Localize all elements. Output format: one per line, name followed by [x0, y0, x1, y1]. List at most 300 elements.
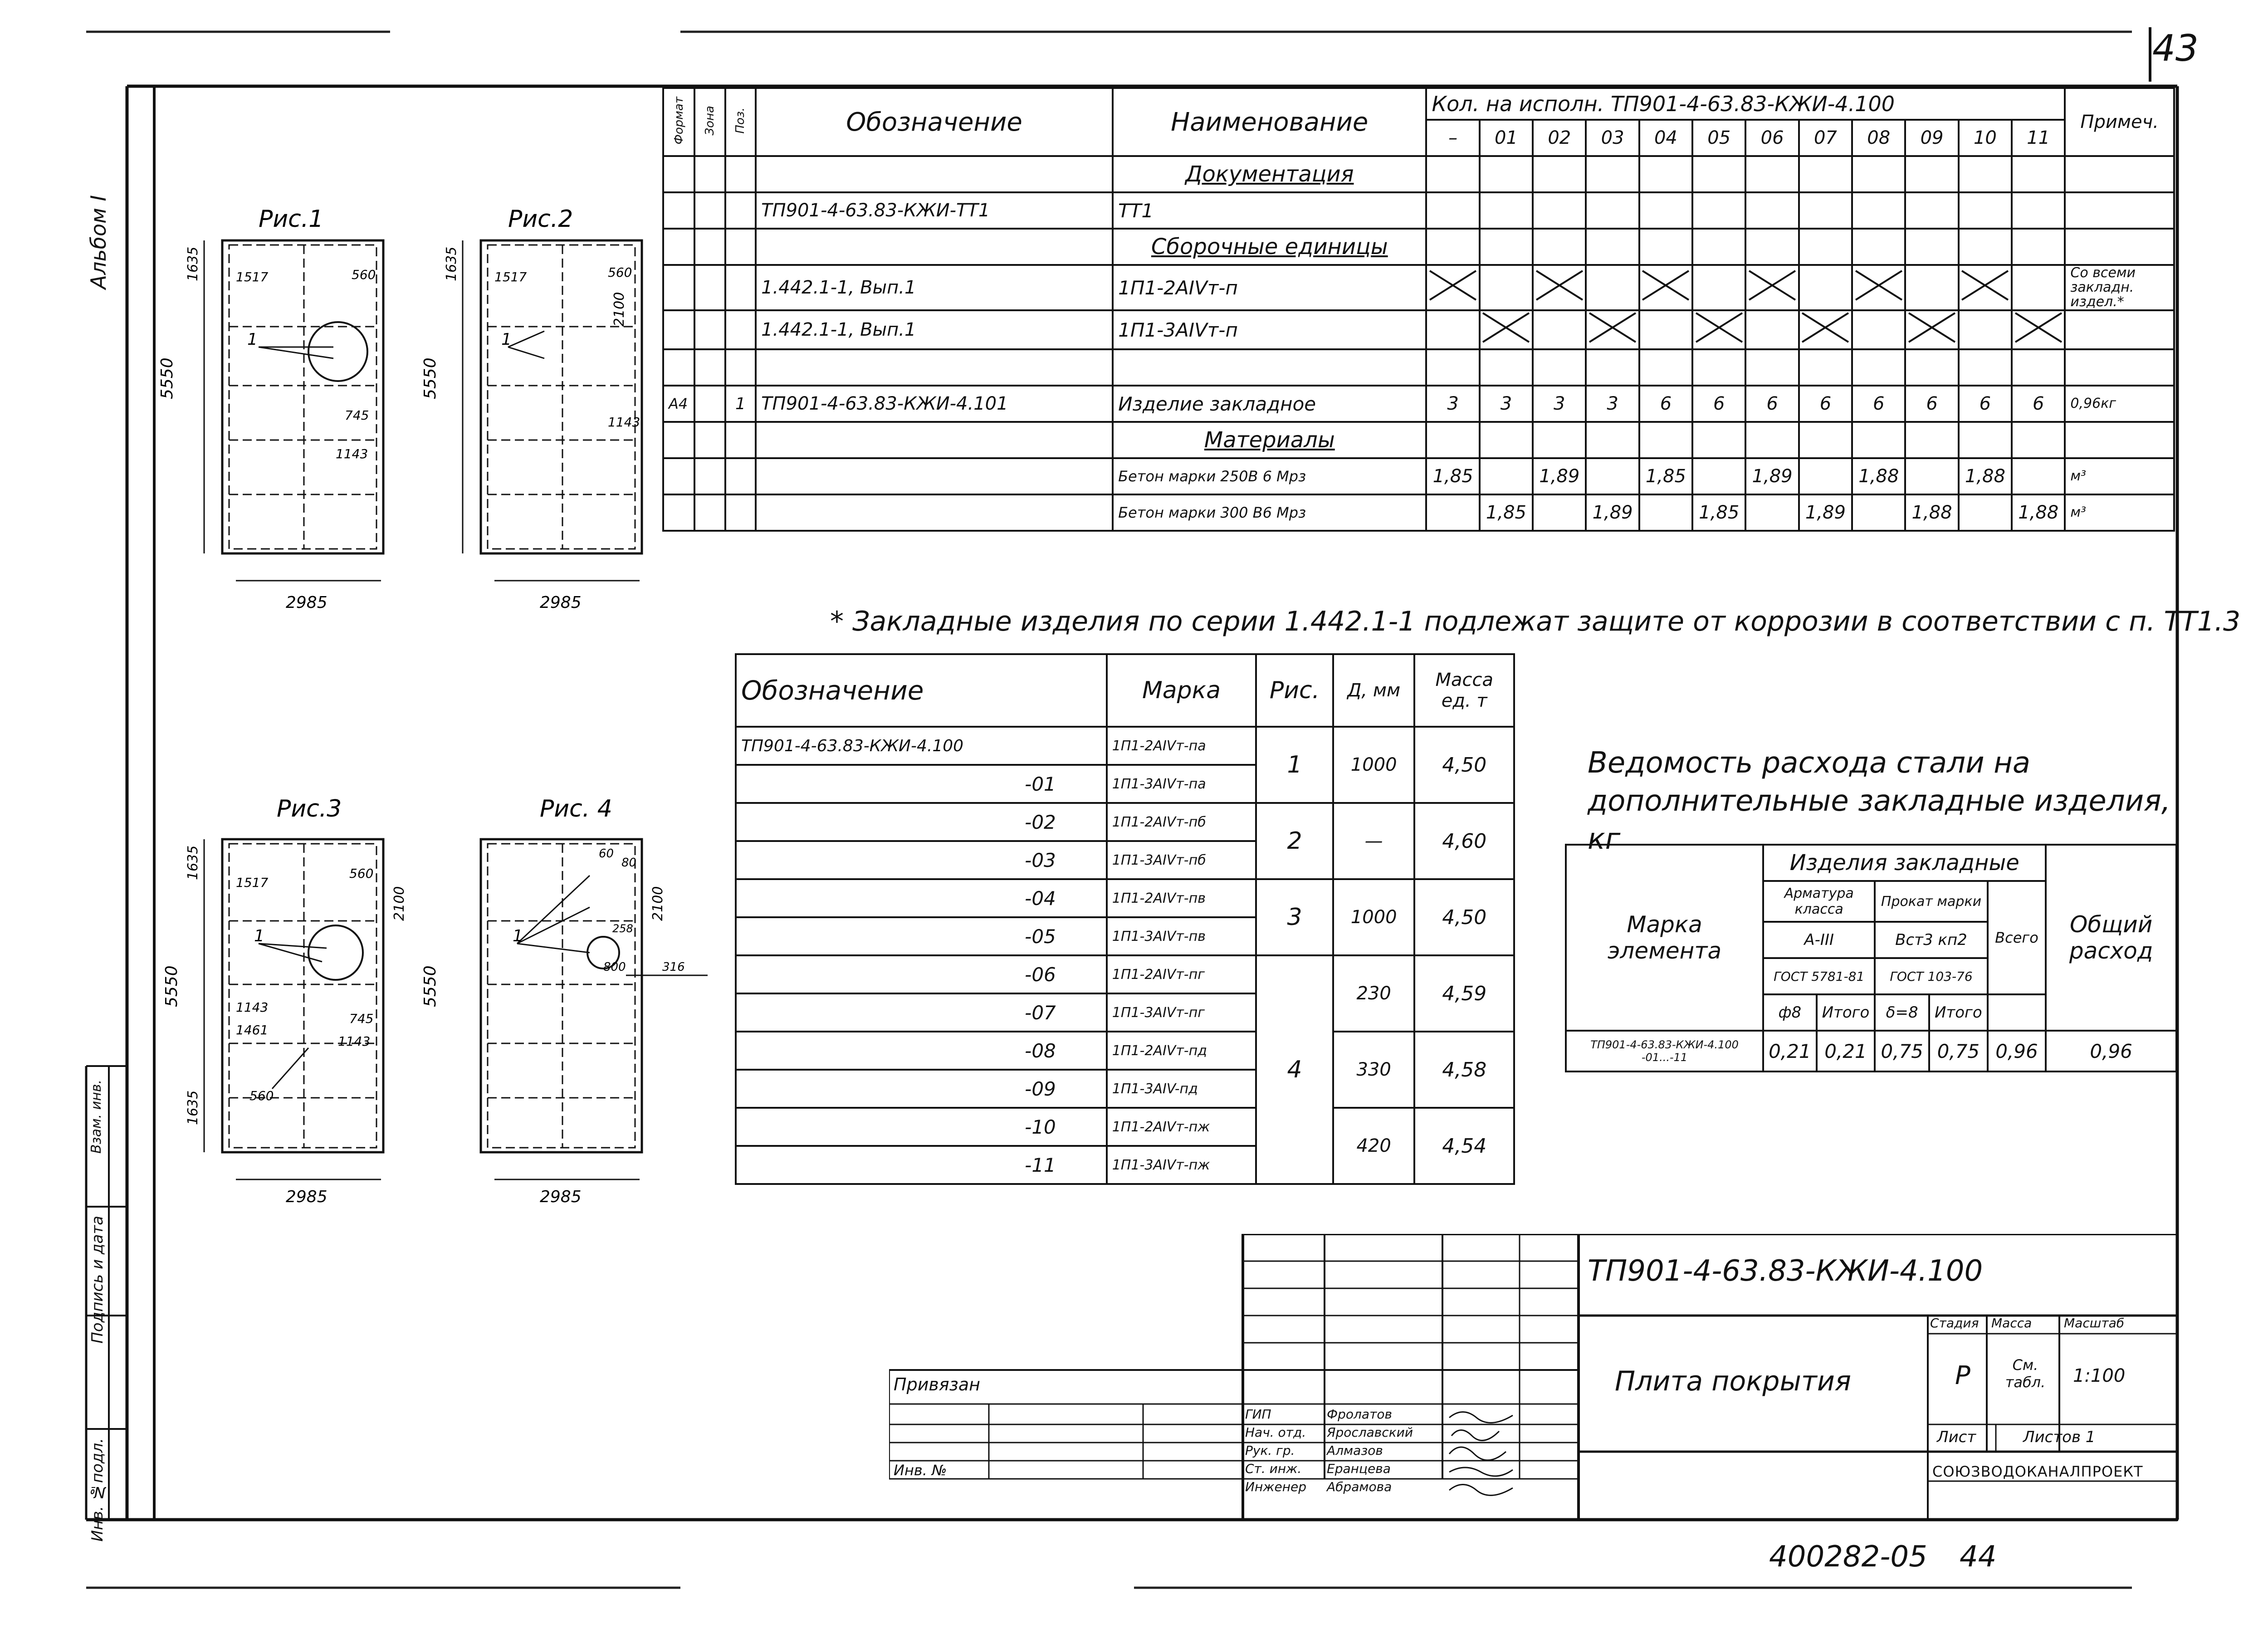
side-label-signature: Подпись и дата	[88, 1216, 107, 1344]
person-role: Нач. отд.	[1245, 1425, 1306, 1440]
spec-row	[663, 458, 2174, 494]
spec-cell-qty: 6	[2012, 386, 2065, 422]
spec-cell-note	[2065, 229, 2174, 265]
title-name: Плита покрытия	[1615, 1365, 1851, 1397]
marks-cell-mass: 4,59	[1414, 955, 1514, 1032]
spec-cell-format	[663, 494, 694, 531]
marks-cell-designation: -06	[736, 955, 1107, 993]
figure-4-drawing	[481, 839, 708, 1179]
person-name: Еранцева	[1327, 1461, 1391, 1476]
spec-table	[662, 87, 2175, 532]
spec-cell-qty	[1959, 422, 2012, 458]
figure-4-label: Рис. 4	[540, 795, 612, 822]
spec-row	[663, 349, 2174, 386]
spec-cell-note	[2065, 310, 2174, 349]
spec-cell-pos	[725, 458, 756, 494]
spec-cell-qty	[1799, 229, 1852, 265]
spec-footnote: * Закладные изделия по серии 1.442.1-1 подлежат защите от коррозии в соответствии с п. ТТ1.3	[830, 606, 2241, 637]
spec-header-name: Наименование	[1113, 88, 1426, 156]
figure-3-dim-c: 1517	[236, 875, 269, 890]
spec-cell-cross	[1959, 265, 2012, 310]
variant-header: 05	[1692, 120, 1745, 156]
spec-cell-qty	[1692, 349, 1745, 386]
spec-cell-pos	[725, 156, 756, 192]
steel-row-element: ТП901-4-63.83-КЖИ-4.100 -01...-11	[1566, 1031, 1763, 1071]
steel-value: 0,75	[1929, 1031, 1988, 1071]
spec-cell-qty	[1586, 422, 1639, 458]
spec-cell-format	[663, 422, 694, 458]
marks-cell-mass: 4,50	[1414, 727, 1514, 803]
page-number: 43	[2152, 27, 2199, 69]
steel-value: 0,21	[1817, 1031, 1875, 1071]
bottom-code: 400282-05	[1769, 1540, 1927, 1574]
title-scale-label: Масштаб	[2064, 1316, 2125, 1331]
spec-cell-qty	[2012, 458, 2065, 494]
side-label-replace: Взам. инв.	[88, 1080, 104, 1154]
figure-2-dim-b: 2100	[611, 292, 627, 327]
steel-itogo1: Итого	[1817, 994, 1875, 1031]
marks-row	[736, 1032, 1514, 1070]
steel-group: Изделия закладные	[1763, 845, 2046, 881]
spec-cell-format	[663, 229, 694, 265]
spec-cell-pos	[725, 229, 756, 265]
marks-cell-mark: 1П1-3АIVт-пг	[1107, 993, 1256, 1032]
spec-cell-qty	[1959, 494, 2012, 531]
spec-cell-qty: 1,85	[1480, 494, 1533, 531]
marks-cell-d: 1000	[1333, 727, 1415, 803]
spec-row	[663, 229, 2174, 265]
spec-header-designation: Обозначение	[756, 88, 1113, 156]
steel-value: 0,96	[1988, 1031, 2046, 1071]
spec-cell-qty	[1426, 494, 1479, 531]
figure-1-dim-d: 560	[352, 267, 376, 282]
spec-cell-qty: 1,89	[1745, 458, 1799, 494]
person-name: Абрамова	[1327, 1479, 1392, 1494]
spec-cell-name: 1П1-3АIVт-п	[1113, 310, 1426, 349]
spec-cell-designation: ТП901-4-63.83-КЖИ-ТТ1	[756, 192, 1113, 229]
figure-3-label: Рис.3	[277, 795, 342, 822]
spec-cell-qty	[1480, 458, 1533, 494]
spec-cell-qty	[1426, 156, 1479, 192]
spec-cell-qty	[1959, 156, 2012, 192]
figure-4-dim-d: 258	[612, 922, 633, 935]
steel-gost2: ГОСТ 103-76	[1875, 958, 1987, 994]
spec-cell-designation	[756, 458, 1113, 494]
title-people-names	[1327, 1405, 1440, 1496]
spec-cell-qty	[2012, 156, 2065, 192]
spec-cell-name: ТТ1	[1113, 192, 1426, 229]
marks-cell-designation: -04	[736, 879, 1107, 917]
spec-cell-qty	[1905, 229, 1958, 265]
spec-cell-pos	[725, 422, 756, 458]
spec-cell-cross	[1426, 265, 1479, 310]
figure-2-dim-d: 560	[608, 265, 632, 280]
spec-cell-qty: 3	[1480, 386, 1533, 422]
steel-rolled: Прокат марки	[1875, 881, 1987, 922]
spec-cell-qty	[1799, 349, 1852, 386]
variant-header: 08	[1852, 120, 1905, 156]
spec-row	[663, 310, 2174, 349]
spec-cell-qty	[1852, 422, 1905, 458]
figure-2-dim-a: 1635	[444, 246, 459, 281]
spec-cell-qty	[1959, 349, 2012, 386]
person-name: Фролатов	[1327, 1407, 1393, 1422]
marks-cell-designation: -10	[736, 1108, 1107, 1146]
spec-cell-cross	[1799, 310, 1852, 349]
spec-cell-qty	[1905, 422, 1958, 458]
figure-4-dim-e: 800	[603, 960, 626, 974]
spec-cell-zone	[694, 229, 725, 265]
spec-cell-cross	[2012, 310, 2065, 349]
spec-cell-zone	[694, 265, 725, 310]
marks-cell-designation: -05	[736, 917, 1107, 955]
spec-cell-qty: 1,88	[1852, 458, 1905, 494]
figure-2-dim-height: 5550	[421, 357, 440, 399]
marks-cell-mass: 4,54	[1414, 1108, 1514, 1184]
spec-cell-qty: 3	[1586, 386, 1639, 422]
marks-cell-designation: -03	[736, 841, 1107, 879]
spec-cell-qty	[1745, 494, 1799, 531]
steel-value: 0,96	[2046, 1031, 2176, 1071]
title-sheets-label: Листов 1	[2023, 1428, 2096, 1446]
cross-mark	[1428, 269, 1478, 302]
marks-cell-mark: 1П1-3АIVт-па	[1107, 765, 1256, 803]
marks-cell-mass: 4,58	[1414, 1032, 1514, 1108]
spec-cell-qty	[1480, 229, 1533, 265]
title-inv: Инв. №	[894, 1462, 947, 1479]
spec-cell-qty	[1692, 265, 1745, 310]
figure-1-dim-c: 1517	[236, 269, 269, 284]
person-role: Рук. гр.	[1245, 1443, 1295, 1458]
spec-cell-note	[2065, 422, 2174, 458]
spec-cell-designation	[756, 422, 1113, 458]
marks-cell-designation: -02	[736, 803, 1107, 841]
figure-1-label: Рис.1	[259, 205, 324, 233]
spec-cell-qty	[1745, 229, 1799, 265]
signatures	[1445, 1404, 1522, 1499]
spec-cell-qty	[1639, 494, 1692, 531]
figure-3-dim-d: 560	[349, 866, 374, 881]
figure-3-dim-i: 1635	[185, 1090, 201, 1125]
spec-cell-qty	[1639, 310, 1692, 349]
steel-title: Ведомость расхода стали на дополнительные закладные изделия, кг	[1588, 746, 2171, 856]
spec-cell-qty	[1799, 265, 1852, 310]
marks-row	[736, 879, 1514, 917]
spec-cell-qty	[2012, 229, 2065, 265]
person-role: ГИП	[1245, 1407, 1271, 1422]
spec-row	[663, 422, 2174, 458]
steel-element-label: Марка элемента	[1566, 845, 1763, 1031]
figure-1-dim-f: 1143	[336, 446, 368, 461]
spec-cell-qty: 6	[1799, 386, 1852, 422]
spec-header-row	[663, 88, 2174, 120]
spec-cell-qty	[1480, 192, 1533, 229]
spec-cell-qty	[1692, 422, 1745, 458]
figure-3-dim-j: 560	[249, 1088, 274, 1103]
spec-cell-qty	[1799, 192, 1852, 229]
spec-cell-format	[663, 265, 694, 310]
spec-cell-note: Со всеми закладн. издел.*	[2065, 265, 2174, 310]
marks-cell-mark: 1П1-2АIVт-пж	[1107, 1108, 1256, 1146]
spec-cell-format	[663, 310, 694, 349]
variant-header: –	[1426, 120, 1479, 156]
spec-cell-qty	[1586, 349, 1639, 386]
steel-phi: ф8	[1763, 994, 1817, 1031]
spec-cell-qty	[1533, 349, 1586, 386]
figure-3-dim-h: 1143	[338, 1034, 371, 1049]
spec-cell-qty: 6	[1905, 386, 1958, 422]
spec-cell-qty	[2012, 349, 2065, 386]
variant-header: 10	[1959, 120, 2012, 156]
spec-cell-qty	[1639, 422, 1692, 458]
spec-cell-note: м³	[2065, 494, 2174, 531]
variant-header: 06	[1745, 120, 1799, 156]
figure-1-dim-e: 745	[345, 408, 369, 423]
marks-cell-mark: 1П1-2АIVт-пг	[1107, 955, 1256, 993]
spec-row	[663, 192, 2174, 229]
marks-cell-mark: 1П1-3АIV-пд	[1107, 1070, 1256, 1108]
spec-cell-qty	[1692, 156, 1745, 192]
spec-cell-pos	[725, 494, 756, 531]
variant-header: 07	[1799, 120, 1852, 156]
bottom-number: 44	[1960, 1540, 1997, 1574]
spec-cell-zone	[694, 156, 725, 192]
figures-bottom	[154, 771, 735, 1216]
spec-cell-qty	[2012, 265, 2065, 310]
spec-cell-cross	[1905, 310, 1958, 349]
steel-delta: δ=8	[1875, 994, 1929, 1031]
title-people-roles	[1245, 1405, 1322, 1496]
person-name: Алмазов	[1327, 1443, 1383, 1458]
spec-cell-qty	[1692, 458, 1745, 494]
spec-cell-qty	[1852, 349, 1905, 386]
spec-cell-name: Сборочные единицы	[1113, 229, 1426, 265]
spec-cell-cross	[1533, 265, 1586, 310]
spec-header-qty-title: Кол. на исполн. ТП901-4-63.83-КЖИ-4.100	[1426, 88, 2065, 120]
spec-cell-name	[1113, 349, 1426, 386]
spec-cell-qty	[1533, 494, 1586, 531]
spec-row	[663, 265, 2174, 310]
cross-mark	[1907, 311, 1957, 344]
marks-cell-d: 330	[1333, 1032, 1415, 1108]
spec-cell-qty	[1745, 422, 1799, 458]
spec-cell-qty: 6	[1639, 386, 1692, 422]
spec-cell-name: Материалы	[1113, 422, 1426, 458]
figure-4-dim-f: 316	[662, 960, 685, 974]
steel-armature: Арматура класса	[1763, 881, 1875, 922]
marks-cell-designation: -11	[736, 1146, 1107, 1184]
spec-cell-qty: 1,89	[1799, 494, 1852, 531]
figure-4-dim-width: 2985	[540, 1188, 582, 1206]
spec-cell-cross	[1852, 265, 1905, 310]
spec-cell-cross	[1639, 265, 1692, 310]
spec-cell-note: м³	[2065, 458, 2174, 494]
figure-1-dim-width: 2985	[286, 593, 327, 612]
spec-cell-cross	[1692, 310, 1745, 349]
spec-cell-qty	[1480, 422, 1533, 458]
spec-cell-cross	[1586, 310, 1639, 349]
spec-cell-name: Бетон марки 250В 6 Мрз	[1113, 458, 1426, 494]
spec-cell-qty	[1426, 310, 1479, 349]
variant-header: 02	[1533, 120, 1586, 156]
cross-mark	[1960, 269, 2010, 302]
spec-header-zone: Зона	[703, 105, 717, 136]
spec-cell-zone	[694, 458, 725, 494]
marks-cell-fig: 2	[1256, 803, 1333, 879]
spec-cell-qty	[1533, 192, 1586, 229]
side-label-inv: Инв. №подл.	[88, 1438, 107, 1542]
spec-row	[663, 386, 2174, 422]
marks-header-mark: Марка	[1107, 654, 1256, 727]
person-name: Ярославский	[1327, 1425, 1413, 1440]
spec-cell-qty: 6	[1692, 386, 1745, 422]
figure-1-dim-a: 1635	[185, 246, 201, 281]
spec-cell-designation: ТП901-4-63.83-КЖИ-4.101	[756, 386, 1113, 422]
spec-cell-qty: 3	[1426, 386, 1479, 422]
spec-cell-note	[2065, 349, 2174, 386]
spec-cell-qty: 3	[1533, 386, 1586, 422]
figure-4-dim-a: 2100	[650, 886, 666, 921]
cross-mark	[1854, 269, 1904, 302]
spec-cell-qty	[1852, 156, 1905, 192]
spec-cell-format	[663, 349, 694, 386]
title-stage: Р	[1955, 1361, 1970, 1390]
spec-cell-qty	[1852, 229, 1905, 265]
marks-row	[736, 727, 1514, 765]
cross-mark	[1641, 269, 1691, 302]
spec-cell-qty	[1745, 156, 1799, 192]
marks-cell-d: —	[1333, 803, 1415, 879]
marks-cell-d: 230	[1333, 955, 1415, 1032]
figure-3-drawing	[204, 839, 383, 1179]
cross-mark	[1588, 311, 1637, 344]
spec-cell-qty: 1,85	[1692, 494, 1745, 531]
spec-cell-qty	[1959, 229, 2012, 265]
spec-cell-qty	[1586, 192, 1639, 229]
spec-cell-qty	[1480, 265, 1533, 310]
marks-cell-mark: 1П1-3АIVт-пб	[1107, 841, 1256, 879]
marks-cell-fig: 1	[1256, 727, 1333, 803]
marks-cell-designation: -09	[736, 1070, 1107, 1108]
variant-header: 11	[2012, 120, 2065, 156]
spec-cell-pos: 1	[725, 386, 756, 422]
marks-cell-fig: 4	[1256, 955, 1333, 1184]
figure-3-dim-a: 1635	[185, 845, 201, 880]
spec-cell-pos	[725, 349, 756, 386]
spec-cell-qty	[1745, 310, 1799, 349]
marks-cell-designation: -01	[736, 765, 1107, 803]
spec-cell-note	[2065, 156, 2174, 192]
spec-cell-qty	[1533, 310, 1586, 349]
spec-cell-qty	[1905, 192, 1958, 229]
cross-mark	[1747, 269, 1797, 302]
marks-header-mass: Масса ед. т	[1414, 654, 1514, 727]
spec-cell-note	[2065, 192, 2174, 229]
marks-cell-mark: 1П1-3АIVт-пв	[1107, 917, 1256, 955]
spec-cell-qty	[1959, 192, 2012, 229]
spec-cell-qty: 1,85	[1639, 458, 1692, 494]
figure-3-dim-b: 2100	[391, 886, 407, 921]
marks-header-row	[736, 654, 1514, 727]
spec-row	[663, 494, 2174, 531]
spec-cell-qty	[1480, 349, 1533, 386]
spec-cell-qty	[1905, 349, 1958, 386]
figure-3-dim-height: 5550	[162, 965, 181, 1007]
spec-cell-name: 1П1-2АIVт-п	[1113, 265, 1426, 310]
spec-cell-qty	[1692, 229, 1745, 265]
figure-3-dim-g: 1461	[236, 1022, 269, 1037]
spec-header-pos: Поз.	[733, 107, 748, 134]
spec-cell-qty: 1,85	[1426, 458, 1479, 494]
steel-value: 0,75	[1875, 1031, 1929, 1071]
marks-cell-mark: 1П1-2АIVт-пв	[1107, 879, 1256, 917]
spec-cell-qty: 1,88	[1959, 458, 2012, 494]
marks-cell-mass: 4,60	[1414, 803, 1514, 879]
spec-cell-qty	[1852, 192, 1905, 229]
spec-cell-qty	[1480, 156, 1533, 192]
marks-cell-designation: ТП901-4-63.83-КЖИ-4.100	[736, 727, 1107, 765]
marks-row	[736, 1108, 1514, 1146]
figure-4-dim-c: 80	[621, 856, 637, 870]
spec-cell-cross	[1480, 310, 1533, 349]
spec-cell-qty	[1905, 458, 1958, 494]
spec-cell-qty	[1639, 349, 1692, 386]
spec-cell-name: Документация	[1113, 156, 1426, 192]
spec-cell-qty	[1799, 156, 1852, 192]
steel-total-label: Общий расход	[2046, 845, 2176, 1031]
spec-cell-qty	[1905, 265, 1958, 310]
figure-3-dim-width: 2985	[286, 1188, 327, 1206]
marks-header-d: Д, мм	[1333, 654, 1415, 727]
spec-cell-zone	[694, 192, 725, 229]
figure-1-pos: 1	[247, 330, 258, 349]
spec-cell-qty	[1959, 310, 2012, 349]
variant-header: 01	[1480, 120, 1533, 156]
spec-cell-format	[663, 156, 694, 192]
spec-header-note: Примеч.	[2065, 88, 2174, 156]
person-role: Инженер	[1245, 1479, 1307, 1494]
spec-cell-designation	[756, 494, 1113, 531]
spec-cell-qty	[1586, 229, 1639, 265]
spec-cell-designation	[756, 229, 1113, 265]
steel-a-class: А-III	[1763, 922, 1875, 958]
cross-mark	[1800, 311, 1850, 344]
cross-mark	[1535, 269, 1584, 302]
title-code: ТП901-4-63.83-КЖИ-4.100	[1588, 1254, 1983, 1288]
spec-cell-qty	[2012, 422, 2065, 458]
spec-cell-cross	[1745, 265, 1799, 310]
figure-2-dim-width: 2985	[540, 593, 582, 612]
title-sheet-label: Лист	[1937, 1428, 1976, 1446]
spec-cell-qty	[1533, 156, 1586, 192]
cross-mark	[1481, 311, 1531, 344]
spec-cell-zone	[694, 422, 725, 458]
person-role: Ст. инж.	[1245, 1461, 1302, 1476]
marks-table	[735, 653, 1515, 1185]
spec-cell-pos	[725, 310, 756, 349]
marks-cell-fig: 3	[1256, 879, 1333, 955]
spec-cell-qty: 1,89	[1586, 494, 1639, 531]
steel-vsego: Всего	[1988, 881, 2046, 994]
figure-2-label: Рис.2	[508, 205, 573, 233]
spec-cell-qty	[1639, 192, 1692, 229]
spec-cell-zone	[694, 310, 725, 349]
spec-cell-qty	[1852, 310, 1905, 349]
marks-cell-mark: 1П1-3АIVт-пж	[1107, 1146, 1256, 1184]
spec-cell-qty: 1,89	[1533, 458, 1586, 494]
spec-cell-designation	[756, 349, 1113, 386]
spec-cell-qty: 6	[1959, 386, 2012, 422]
